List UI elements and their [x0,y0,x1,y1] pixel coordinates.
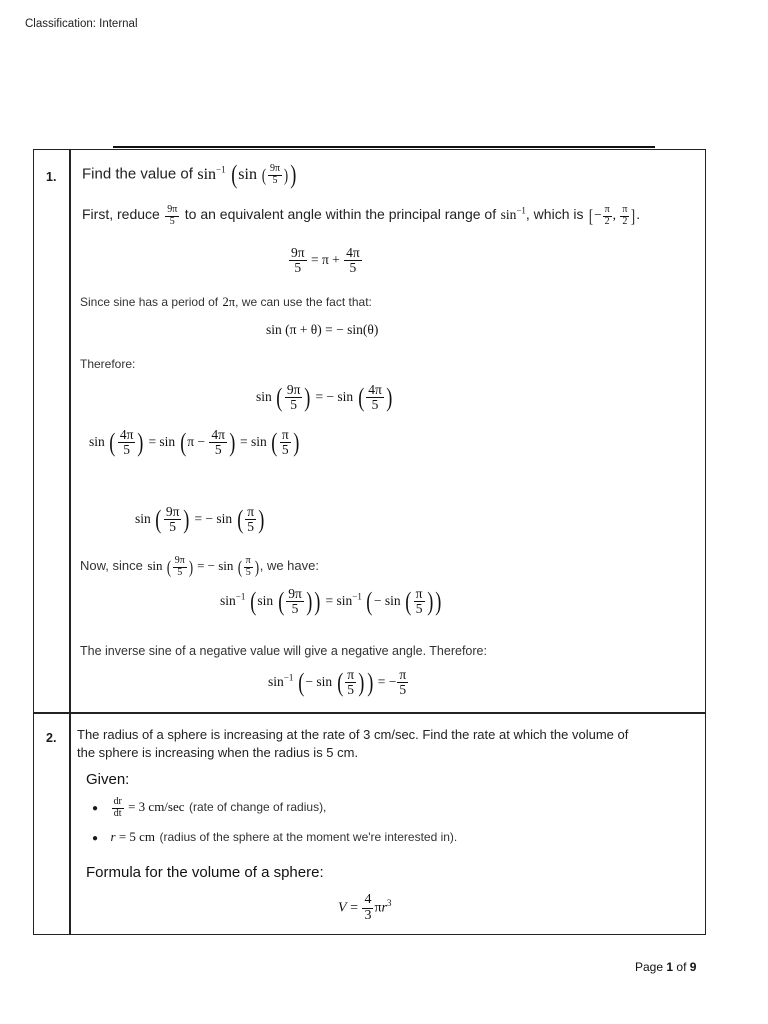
q1-period-line [80,293,372,311]
q2-bullet-1-note: (rate of change of radius), [188,799,327,814]
q1-period-suffix: , we can use the fact that: [235,295,372,309]
q1-reduce-line [82,205,640,227]
q1-frac-9pi-5: $\frac{9\pi}{5}$ [167,204,178,227]
q1-title-text: Find the value of [82,165,193,183]
classification-label: Classification: Internal [25,18,138,30]
q2-question-line-2: the sphere is increasing when the radius is 5 cm. [77,745,359,760]
page-prefix: Page [635,960,664,974]
page-of: of [676,960,687,974]
page-total: 9 [689,960,697,974]
page-current: 1 [666,960,674,974]
q1-eq-result-sin: sin ( $\frac{9\pi}{5}$ ) = − sin ( $\frac{\pi}{5}$ ) [135,504,265,535]
q1-principal-range: [− $\frac{\pi}{2}$ , $\frac{\pi}{2}$ ]. [588,204,640,227]
top-rule [113,146,655,148]
q1-reduce-prefix: First, reduce [82,206,160,223]
q1-two-pi: 2π [222,295,236,309]
bullet-dot-icon: ● [92,833,99,844]
q1-title [82,162,298,188]
q1-eq-arcsin: $\sin^{-1} (\sin$ ( $\frac{9\pi}{5}$ ) ) = $\sin^{-1}$ (− sin ( $\frac{\pi}{5}$ ) ) [220,586,442,617]
q1-we-have: , we have: [259,557,319,573]
table-column-divider [69,149,71,935]
page-number [635,960,696,974]
table-row-divider [33,712,706,714]
q1-inverse-text: The inverse sine of a negative value will give a negative angle. Therefore: [80,644,487,658]
q2-dr-dt: $\frac{dr}{dt}$ = 3 cm/sec [113,796,185,819]
q1-therefore-1: Therefore: [80,357,136,371]
q2-volume-formula: V = $\frac{4}{3}$ $\pi r^3$ [338,892,392,923]
q1-eq-identity: sin (π + θ) = − sin(θ) [266,322,379,337]
q2-bullet-2 [92,828,457,846]
q1-which-is: , which is [525,206,584,223]
bullet-dot-icon: ● [92,802,99,814]
q2-r-value: r = 5 cm [110,829,156,844]
q2-formula-heading: Formula for the volume of a sphere: [86,864,324,881]
question-number-1: 1. [46,170,57,184]
q1-now-since: Now, since [80,557,143,573]
q1-eq-sin9pi5: sin ( $\frac{9\pi}{5}$ ) = − sin ( $\frac{4\pi}{5}$ ) [256,382,393,413]
q2-bullet-2-note: (radius of the sphere at the moment we're interested in). [159,830,458,844]
q1-final-answer: $\sin^{-1}$ (− sin ( $\frac{\pi}{5}$ ) ) = − $\frac{\pi}{5}$ [268,667,407,698]
q1-period-text: Since sine has a period of [80,295,219,309]
q1-reduce-suffix: to an equivalent angle within the principal range of [184,206,497,223]
q1-arcsin-symbol: $\sin^{-1}$ [500,205,526,223]
q1-now-since-line [80,556,319,578]
q2-given-heading: Given: [86,771,130,788]
q1-inline-identity: sin ( $\frac{9\pi}{5}$ ) = − sin ( $\frac{\pi}{5}$ ) [147,555,259,578]
q1-title-expression: $\sin^{-1} (\sin$ ( $\frac{9\pi}{5}$ )) [197,160,297,189]
q2-question-line-1: The radius of a sphere is increasing at the rate of 3 cm/sec. Find the rate at which the volume of [77,727,629,742]
q1-eq-sin4pi5: sin ( $\frac{4\pi}{5}$ ) = sin (π − $\frac{4\pi}{5}$ ) = sin ( $\frac{\pi}{5}$ ) [89,427,300,458]
question-number-2: 2. [46,731,57,745]
q1-eq-reduction: $\frac{9\pi}{5}$ = π + $\frac{4\pi}{5}$ [291,245,360,276]
q2-bullet-1 [92,797,326,819]
